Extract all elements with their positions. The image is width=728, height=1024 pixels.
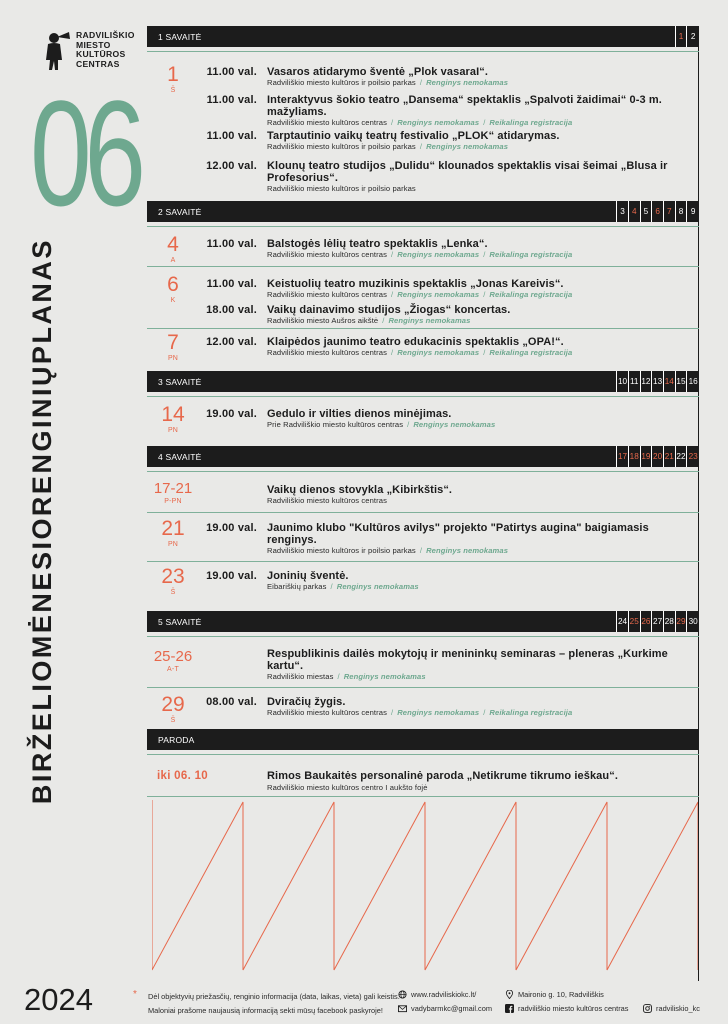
week-days	[616, 446, 699, 467]
divider	[147, 471, 699, 472]
event-time: 12.00 val.	[206, 160, 257, 172]
weekday-abbr: Š	[170, 87, 176, 94]
event-time: 11.00 val.	[206, 94, 257, 106]
event-tag: Reikalinga registracija	[489, 708, 573, 717]
event-tag: Renginys nemokamas	[413, 420, 496, 429]
event-title: Gedulo ir vilties dienos minėjimas.	[267, 408, 452, 420]
day-number: 26	[641, 611, 653, 632]
date-number: 7	[167, 331, 179, 354]
instagram-icon	[643, 1004, 652, 1013]
event-location	[267, 348, 687, 357]
week-label: 4 SAVAITĖ	[158, 451, 202, 462]
separator: /	[390, 708, 394, 717]
divider	[147, 687, 699, 688]
event-time: 11.00 val.	[206, 66, 257, 78]
location-text: Radviliškio miesto kultūros centras	[267, 290, 387, 299]
day-number: 13	[652, 371, 664, 392]
event-title: Keistuolių teatro muzikinis spektaklis „Jonas Kareivis“.	[267, 278, 564, 290]
date-number: 25-26	[153, 648, 193, 665]
separator: /	[419, 142, 423, 151]
event-date	[147, 648, 199, 673]
separator: /	[483, 118, 486, 127]
event-tag: Renginys nemokamas	[426, 78, 509, 87]
event-location	[267, 316, 687, 325]
exhibition-location: Radviliškio miesto kultūros centro I aukšto fojė	[267, 783, 428, 792]
event-tag: Reikalinga registracija	[489, 348, 573, 357]
weekday-abbr: A-T	[167, 666, 179, 673]
separator: /	[390, 250, 394, 259]
instagram-link[interactable]: radviliskio_kc	[643, 1004, 700, 1013]
event-tag: Reikalinga registracija	[489, 250, 573, 259]
event-time: 11.00 val.	[206, 278, 257, 290]
date-number: 4	[167, 233, 179, 256]
separator: /	[419, 78, 423, 87]
event-time: 11.00 val.	[206, 130, 257, 142]
location-pin-icon	[505, 990, 514, 999]
event-time: 11.00 val.	[206, 238, 257, 250]
location-text: Radviliškio miesto kultūros centras	[267, 496, 387, 505]
year: 2024	[24, 982, 93, 1017]
event-tag: Renginys nemokamas	[397, 290, 480, 299]
separator: /	[390, 290, 394, 299]
separator: /	[483, 348, 486, 357]
event-tag: Reikalinga registracija	[489, 118, 573, 127]
event-tag: Renginys nemokamas	[397, 118, 480, 127]
event-location	[267, 420, 687, 429]
weekday-abbr: PN	[167, 427, 179, 434]
day-number: 10	[617, 371, 629, 392]
separator: /	[390, 118, 394, 127]
date-number: 21	[161, 517, 185, 540]
location-text: Radviliškio miesto kultūros centras	[267, 250, 387, 259]
date-number: 1	[167, 63, 179, 86]
event-title: Vaikų dienos stovykla „Kibirkštis“.	[267, 484, 453, 496]
event-tag: Renginys nemokamas	[388, 316, 471, 325]
event-location	[267, 708, 687, 717]
day-number: 4	[629, 201, 641, 222]
separator: /	[483, 290, 486, 299]
event-tag: Renginys nemokamas	[397, 250, 480, 259]
week-header	[147, 729, 699, 750]
facebook-link[interactable]: radviliškio miesto kultūros centras	[505, 1004, 629, 1013]
location-text: Radviliškio miesto kultūros centras	[267, 708, 387, 717]
event-title: Klounų teatro studijos „Dulidu“ klounados spektaklis visai šeimai „Blusa ir Profesorius“.	[267, 160, 668, 184]
weekday-abbr: A	[170, 257, 176, 264]
day-number: 22	[676, 446, 688, 467]
day-number: 12	[641, 371, 653, 392]
event-tag: Renginys nemokamas	[343, 672, 426, 681]
day-number: 27	[652, 611, 664, 632]
event-tag: Renginys nemokamas	[336, 582, 419, 591]
email-link[interactable]: vadybarmkc@gmail.com	[398, 1004, 492, 1013]
location-text: Prie Radviliškio miesto kultūros centras	[267, 420, 404, 429]
event-title: Vaikų dainavimo studijos „Žiogas“ koncertas.	[267, 304, 511, 316]
day-number: 2	[690, 32, 696, 41]
weekday-abbr: K	[170, 297, 176, 304]
event-location	[267, 496, 687, 505]
footer-note: Dėl objektyvių priežasčių, renginio informacija (data, laikas, vieta) gali keistis. Maloniai prašome naujausią informaciją sekti mūsų facebook paskyroje!	[148, 992, 400, 1015]
separator: /	[382, 316, 385, 325]
week-label: 3 SAVAITĖ	[158, 376, 202, 387]
event-title: Joninių šventė.	[267, 570, 349, 582]
asterisk-icon: *	[133, 989, 137, 1000]
location-text: Radviliškio miesto kultūros ir poilsio parkas	[267, 78, 416, 87]
event-title: Tarptautinio vaikų teatrų festivalio „PLOK“ atidarymas.	[267, 130, 560, 142]
page-title	[27, 238, 160, 805]
divider	[147, 796, 699, 797]
week-header	[147, 446, 699, 467]
event-location	[267, 250, 687, 259]
location-text: Eibariškių parkas	[267, 582, 327, 591]
event-title: Respublikinis dailės mokytojų ir menininkų seminaras – pleneras „Kurkime kartu“.	[267, 648, 668, 672]
divider	[147, 561, 699, 562]
date-number: 6	[167, 273, 179, 296]
event-date	[147, 480, 199, 505]
event-title: Balstogės lėlių teatro spektaklis „Lenka“.	[267, 238, 488, 250]
event-location	[267, 184, 687, 193]
date-number: 23	[161, 565, 185, 588]
event-title: Vasaros atidarymo šventė „Plok vasaraI“.	[267, 66, 489, 78]
trumpeter-logo-icon	[42, 30, 72, 72]
day-number: 19	[641, 446, 653, 467]
event-time: 19.00 val.	[206, 408, 257, 420]
event-tag: Renginys nemokamas	[397, 348, 480, 357]
divider	[147, 636, 699, 637]
day-number: 14	[664, 371, 676, 392]
week-header	[147, 26, 699, 47]
location-text: Radviliškio miesto kultūros ir poilsio parkas	[267, 184, 416, 193]
event-location	[267, 142, 687, 151]
separator: /	[407, 420, 410, 429]
divider	[147, 328, 699, 329]
title-line-3: RENGINIŲ	[27, 364, 57, 517]
day-number: 11	[629, 371, 641, 392]
week-header	[147, 371, 699, 392]
title-line-2: MĖNESIO	[27, 516, 57, 659]
event-tag: Renginys nemokamas	[397, 708, 480, 717]
weekday-abbr: PN	[167, 355, 179, 362]
decorative-zigzag	[152, 800, 698, 974]
event-location	[267, 290, 687, 299]
event-date	[147, 234, 199, 264]
event-tag: Reikalinga registracija	[489, 290, 573, 299]
event-date	[147, 64, 199, 94]
week-header	[147, 611, 699, 632]
week-label: 5 SAVAITĖ	[158, 616, 202, 627]
separator: /	[337, 672, 340, 681]
divider	[147, 226, 699, 227]
week-days	[616, 611, 699, 632]
event-date	[147, 694, 199, 724]
week-days	[616, 371, 699, 392]
location-text: Radviliškio miesto kultūros ir poilsio parkas	[267, 142, 416, 151]
day-number: 21	[664, 446, 676, 467]
event-location	[267, 118, 687, 127]
separator: /	[390, 348, 394, 357]
event-time: 12.00 val.	[206, 336, 257, 348]
event-title: Dviračių žygis.	[267, 696, 346, 708]
mail-icon	[398, 1004, 407, 1013]
event-tag: Renginys nemokamas	[426, 546, 509, 555]
day-number: 15	[676, 371, 688, 392]
event-title: Klaipėdos jaunimo teatro edukacinis spektaklis „OPA!“.	[267, 336, 564, 348]
day-number: 23	[688, 452, 698, 461]
location-text: Radviliškio miesto kultūros ir poilsio parkas	[267, 546, 416, 555]
weekday-abbr: P-PN	[164, 498, 182, 505]
logo-text: RADVILIŠKIO MIESTO KULTŪROS CENTRAS	[76, 30, 135, 69]
week-header	[147, 201, 699, 222]
exhibition-title: Rimos Baukaitės personalinė paroda „Netikrume tikrumo ieškau“.	[267, 770, 618, 782]
event-time: 19.00 val.	[206, 522, 257, 534]
day-number: 30	[688, 617, 698, 626]
separator: /	[483, 708, 486, 717]
event-location	[267, 582, 687, 591]
separator: /	[419, 546, 423, 555]
logo	[42, 30, 135, 72]
week-label: PARODA	[158, 734, 195, 745]
event-date	[147, 274, 199, 304]
divider	[147, 754, 699, 755]
week-days	[616, 201, 699, 222]
weekday-abbr: Š	[170, 589, 176, 596]
day-number: 25	[629, 611, 641, 632]
day-number: 16	[688, 377, 698, 386]
separator: /	[330, 582, 333, 591]
location-text: Radviliškio miestas	[267, 672, 334, 681]
day-number: 17	[617, 446, 629, 467]
divider	[147, 51, 699, 52]
day-number: 6	[652, 201, 664, 222]
day-number: 8	[676, 201, 688, 222]
divider	[147, 396, 699, 397]
title-line-4: PLANAS	[27, 238, 57, 365]
event-date	[147, 566, 199, 596]
exhibition-date: iki 06. 10	[157, 770, 208, 782]
location-text: Radviliškio miesto Aušros aikštė	[267, 316, 379, 325]
event-time: 18.00 val.	[206, 304, 257, 316]
event-location	[267, 672, 687, 681]
day-number: 9	[690, 207, 696, 216]
week-label: 1 SAVAITĖ	[158, 31, 202, 42]
month-number: 06	[30, 69, 139, 237]
separator: /	[483, 250, 486, 259]
weekday-abbr: Š	[170, 717, 176, 724]
event-title: Interaktyvus šokio teatro „Dansema“ spektaklis „Spalvoti žaidimai“ 0-3 m. mažyliams.	[267, 94, 662, 118]
day-number: 20	[652, 446, 664, 467]
location-text: Radviliškio miesto kultūros centras	[267, 118, 387, 127]
globe-icon	[398, 990, 407, 999]
event-time: 08.00 val.	[206, 696, 257, 708]
day-number: 5	[641, 201, 653, 222]
week-label: 2 SAVAITĖ	[158, 206, 202, 217]
day-number: 24	[617, 611, 629, 632]
event-date	[147, 518, 199, 548]
website-link[interactable]: www.radviliskiokc.lt/	[398, 990, 476, 999]
day-number: 28	[664, 611, 676, 632]
event-title: Jaunimo klubo "Kultūros avilys" projekto "Patirtys augina" baigiamasis renginys.	[267, 522, 649, 546]
day-number: 7	[664, 201, 676, 222]
title-line-1: BIRŽELIO	[27, 658, 57, 805]
date-number: 14	[161, 403, 185, 426]
facebook-icon	[505, 1004, 514, 1013]
week-days	[675, 26, 699, 47]
event-location	[267, 546, 687, 555]
day-number: 29	[676, 611, 688, 632]
address: Maironio g. 10, Radviliškis	[505, 990, 604, 999]
divider	[147, 266, 699, 267]
event-date	[147, 404, 199, 434]
day-number: 3	[617, 201, 629, 222]
event-date	[147, 332, 199, 362]
location-text: Radviliškio miesto kultūros centras	[267, 348, 387, 357]
day-number: 1	[676, 26, 688, 47]
weekday-abbr: PN	[167, 541, 179, 548]
day-number: 18	[629, 446, 641, 467]
divider	[147, 512, 699, 513]
date-number: 29	[161, 693, 185, 716]
event-location	[267, 78, 687, 87]
event-tag: Renginys nemokamas	[426, 142, 509, 151]
event-time: 19.00 val.	[206, 570, 257, 582]
date-number: 17-21	[153, 480, 193, 497]
